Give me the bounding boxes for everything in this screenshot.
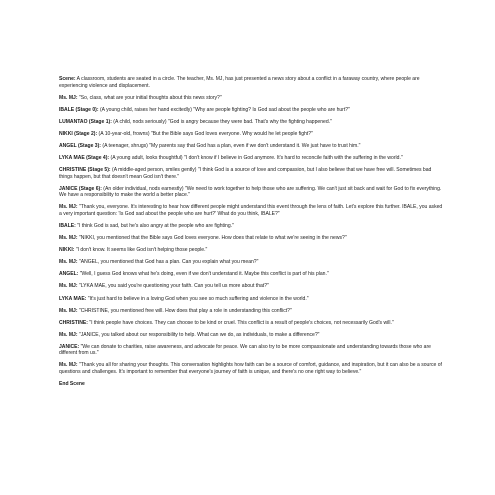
script-line (59, 131, 444, 138)
speaker-name: Scene: (59, 76, 76, 82)
dialogue-text: "I don't know. It seems like God isn't helping those people." (74, 247, 208, 254)
script-line (59, 344, 444, 357)
dialogue-text: "We can donate to charities, raise awareness, and advocate for peace. We can also try to be more compassionate and understanding towards those who are different from us." (59, 343, 431, 357)
script-line (59, 362, 444, 375)
dialogue-text: (A teenager, shrugs) "My parents say that God has a plan, even if we don't understand it. We just have to trust him." (100, 142, 361, 149)
script-line (59, 296, 444, 303)
dialogue-text: "Well, I guess God knows what he's doing, even if we don't understand it. Maybe this conflict is part of his plan." (78, 271, 329, 278)
script-line (59, 167, 444, 180)
script-document (59, 76, 444, 388)
dialogue-text: "ANGEL, you mentioned that God has a plan. Can you explain what you mean?" (77, 259, 259, 266)
dialogue-text: "So, class, what are your initial thoughts about this news story?" (77, 94, 222, 101)
dialogue-text: (A young child, raises her hand excitedly) "Why are people fighting? Is God sad about the people who are hurt?" (98, 106, 350, 113)
dialogue-text: "Thank you, everyone. It's interesting to hear how different people might understand this event through the lens of faith. Let's explore this further. IBALE, you asked a very important question: 'Is God sad about the people who are hurt?' What do you think, IBALE?" (59, 204, 443, 217)
speaker-name: ANGEL (Stage 3): (59, 142, 101, 149)
script-line (59, 155, 444, 162)
speaker-name: JANICE (Stage 6): (59, 185, 102, 192)
dialogue-text: (A middle-aged person, smiles gently) "I think God is a source of love and compassion, but I also believe that we have free will. Sometimes bad things happen, but that doesn't mean God isn't there." (59, 167, 432, 180)
dialogue-text: "NIKKI, you mentioned that the Bible says God loves everyone. How does that relate to what we're seeing in the news?" (77, 235, 347, 242)
script-body (59, 76, 444, 375)
speaker-name: Ms. MJ: (59, 259, 78, 266)
script-line (59, 107, 444, 114)
script-line (59, 223, 444, 230)
speaker-name: Ms. MJ: (59, 94, 78, 101)
script-line (59, 143, 444, 150)
script-line (59, 271, 444, 278)
speaker-name: NIKKI: (59, 247, 75, 254)
speaker-name: IBALE (Stage 0): (59, 106, 99, 113)
dialogue-text: "I think God is sad, but he's also angry at the people who are fighting." (75, 222, 234, 229)
dialogue-text: A classroom, students are seated in a circle. The teacher, Ms. MJ, has just presented a news story about a conflict in a faraway country, where people are experiencing violence and displacement. (59, 76, 420, 89)
dialogue-text: "I think people have choices. They can choose to be kind or cruel. This conflict is a result of people's choices, not necessarily God's will." (87, 319, 394, 326)
dialogue-text: (A child, nods seriously) "God is angry because they were bad. That's why the fighting happened." (111, 118, 332, 125)
script-line (59, 308, 444, 315)
speaker-name: LUMANTAO (Stage 1): (59, 118, 112, 125)
dialogue-text: (A 10-year-old, frowns) "But the Bible says God loves everyone. Why would he let people fight?" (97, 130, 313, 137)
speaker-name: LYKA MAE (Stage 4): (59, 155, 110, 162)
speaker-name: Ms. MJ: (59, 283, 78, 290)
speaker-name: Ms. MJ: (59, 307, 78, 314)
dialogue-text: "Thank you all for sharing your thoughts. This conversation highlights how faith can be a source of comfort, guidance, and inspiration, but it can also be a source of questions and challenges. It's important to remember that everyone's journey of faith is unique, and there's no one right way to believe." (59, 362, 442, 375)
script-line (59, 247, 444, 254)
dialogue-text: "JANICE, you talked about our responsibility to help. What can we do, as individuals, to make a difference?" (77, 331, 320, 338)
script-line (59, 332, 444, 339)
script-line (59, 283, 444, 290)
script-line (59, 259, 444, 266)
speaker-name: LYKA MAE: (59, 295, 87, 302)
speaker-name: JANICE: (59, 343, 80, 350)
speaker-name: Ms. MJ: (59, 235, 78, 242)
script-line (59, 95, 444, 102)
end-scene-label: End Scene (59, 381, 85, 388)
speaker-name: Ms. MJ: (59, 204, 78, 211)
script-line (59, 235, 444, 242)
speaker-name: CHRISTINE: (59, 319, 88, 326)
speaker-name: CHRISTINE (Stage 5): (59, 167, 111, 174)
speaker-name: Ms. MJ: (59, 362, 78, 369)
dialogue-text: "CHRISTINE, you mentioned free will. How does that play a role in understanding this conflict?" (77, 307, 292, 314)
dialogue-text: (A young adult, looks thoughtful) "I don't know if I believe in God anymore. It's hard to reconcile faith with the suffering in the world." (109, 155, 403, 162)
dialogue-text: (An older individual, nods earnestly) "We need to work together to help those who are suffering. We can't just sit back and wait for God to fix everything. We have a responsibility to make the world a better place." (59, 185, 442, 199)
script-line (59, 204, 444, 217)
script-line (59, 320, 444, 327)
dialogue-text: "LYKA MAE, you said you're questioning your faith. Can you tell us more about that?" (77, 283, 269, 290)
script-line (59, 186, 444, 199)
speaker-name: IBALE: (59, 222, 76, 229)
speaker-name: ANGEL: (59, 271, 79, 278)
script-line (59, 76, 444, 89)
script-line (59, 119, 444, 126)
speaker-name: NIKKI (Stage 2): (59, 130, 98, 137)
dialogue-text: "It's just hard to believe in a loving God when you see so much suffering and violence in the world." (86, 295, 309, 302)
speaker-name: Ms. MJ: (59, 331, 78, 338)
